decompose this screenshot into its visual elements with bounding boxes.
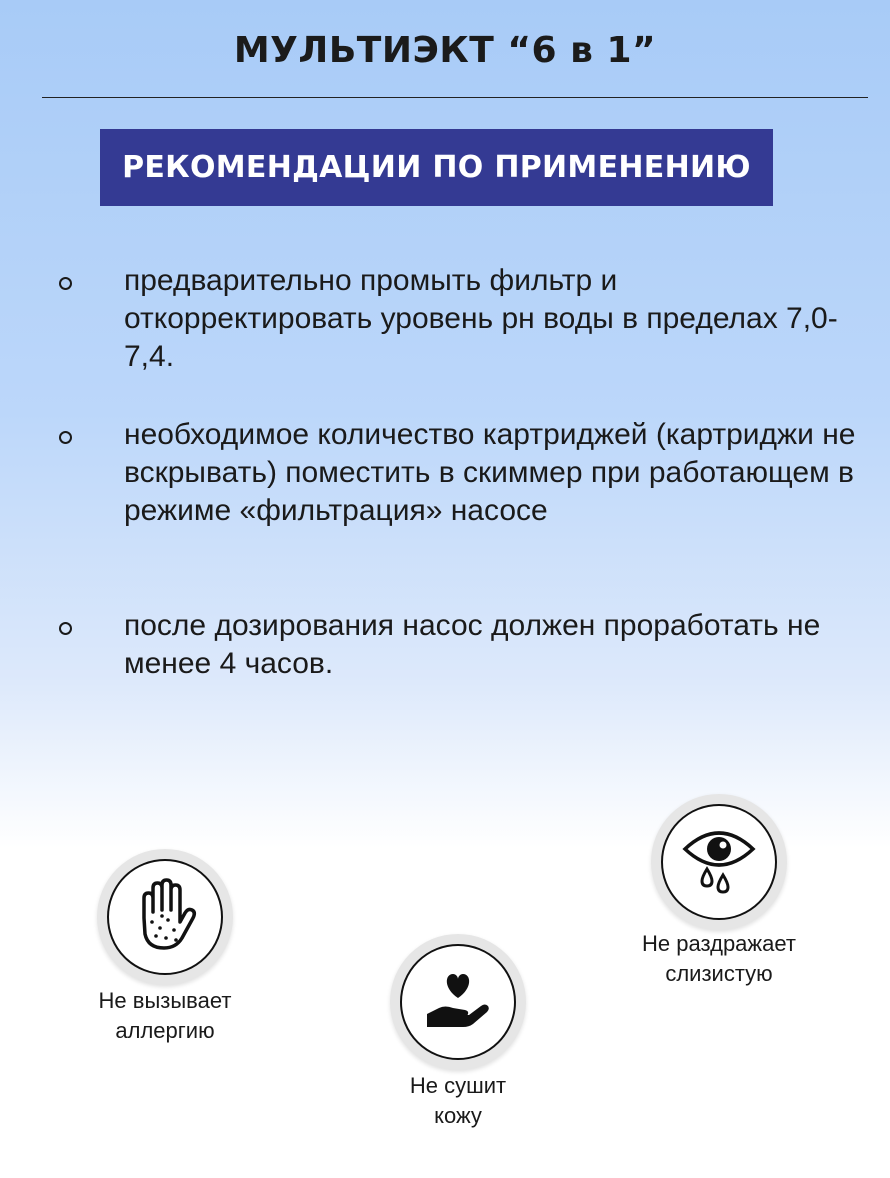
badge-circle bbox=[97, 849, 233, 985]
list-item-text: предварительно промыть фильтр и откорректировать уровень рн воды в пределах 7,0-7,4. bbox=[124, 264, 838, 373]
title-divider bbox=[42, 97, 868, 98]
badge-circle-inner bbox=[661, 804, 777, 920]
eye-tears-icon bbox=[681, 825, 757, 900]
allergy-hand-icon bbox=[130, 878, 200, 957]
heart-hand-icon bbox=[423, 968, 493, 1037]
section-banner: РЕКОМЕНДАЦИИ ПО ПРИМЕНЕНИЮ bbox=[100, 129, 773, 206]
list-item-text: необходимое количество картриджей (картриджи не вскрывать) поместить в скиммер при работающем в режиме «фильтрация» насосе bbox=[124, 418, 856, 527]
bullet-icon bbox=[59, 277, 72, 290]
badge-label: Не вызывает аллергию bbox=[98, 988, 232, 1043]
bullet-icon bbox=[59, 622, 72, 635]
badge-label: Не сушит кожу bbox=[409, 1073, 507, 1128]
list-item-text: после дозирования насос должен проработать не менее 4 часов. bbox=[124, 609, 821, 680]
badge-circle-inner bbox=[400, 944, 516, 1060]
badge-circle-inner bbox=[107, 859, 223, 975]
page-title: МУЛЬТИЭКТ “6 в 1” bbox=[233, 30, 657, 71]
badge-circle bbox=[390, 934, 526, 1070]
badge-label: Не раздражает слизистую bbox=[642, 931, 796, 986]
badge-circle bbox=[651, 794, 787, 930]
bullet-icon bbox=[59, 431, 72, 444]
